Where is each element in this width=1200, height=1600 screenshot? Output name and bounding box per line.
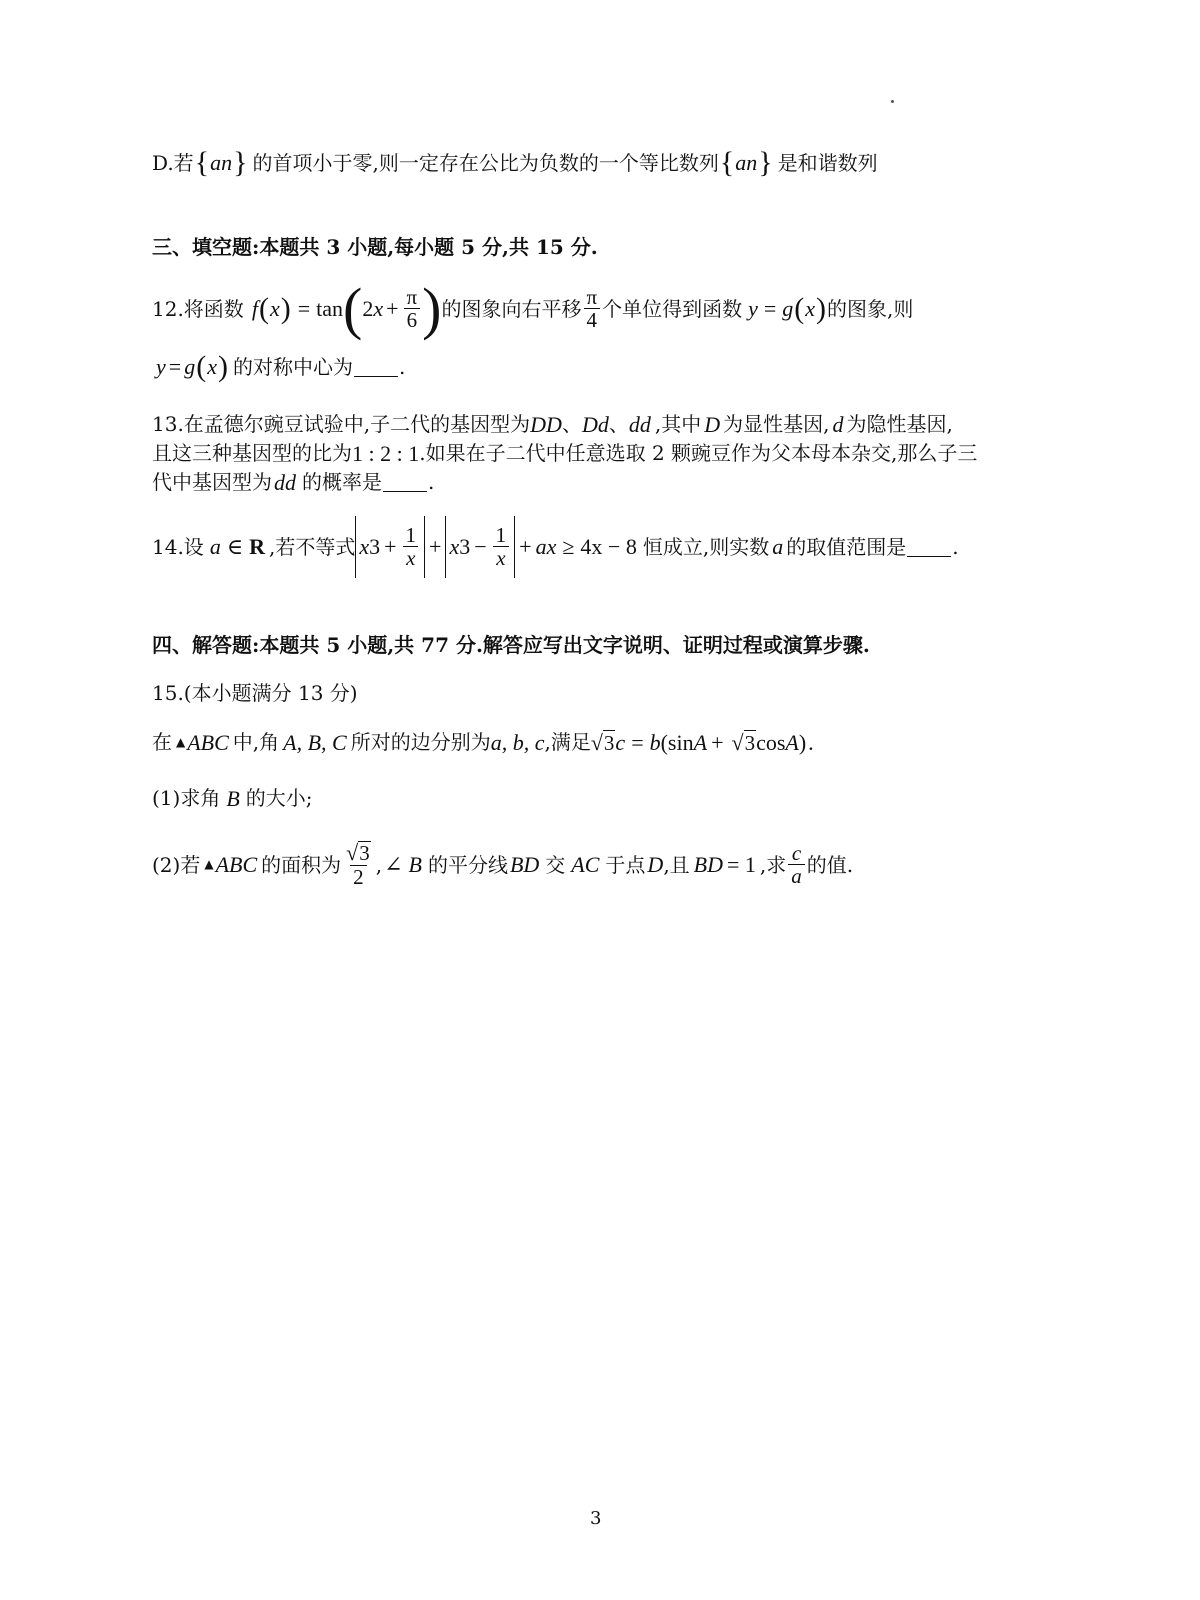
q13-text-2: ,其中 bbox=[654, 412, 702, 437]
frac-den: x bbox=[493, 546, 508, 570]
q12-eq: = bbox=[297, 296, 311, 322]
q13-text-7: 代中基因型为 bbox=[152, 470, 272, 495]
sin: (sin bbox=[660, 730, 694, 755]
question-15-part-2 bbox=[152, 834, 1200, 896]
q12-g: g bbox=[782, 296, 794, 322]
frac-den: 6 bbox=[404, 308, 421, 332]
option-d-label: D.若 bbox=[152, 150, 194, 175]
brace-open: { bbox=[719, 146, 735, 179]
q14-a: a bbox=[209, 534, 221, 560]
answer-blank[interactable] bbox=[383, 473, 427, 492]
q12-f: f bbox=[251, 296, 258, 322]
q12-text-1: 的图象向右平移 bbox=[441, 296, 582, 321]
q14-end: . bbox=[952, 534, 959, 559]
gene-D: D bbox=[704, 412, 721, 437]
segment-BD: BD bbox=[693, 852, 723, 878]
seq-a: a bbox=[210, 150, 222, 176]
section-4-title: 四、解答题:本题共 5 小题,共 77 分.解答应写出文字说明、证明过程或演算步骤. bbox=[152, 633, 870, 657]
separator: 、 bbox=[561, 412, 582, 437]
question-12-line-2 bbox=[156, 352, 1200, 382]
paren-close: ) bbox=[816, 292, 827, 325]
sqrt-3 bbox=[346, 841, 371, 864]
paren-open: ( bbox=[258, 292, 269, 325]
segment-AC: AC bbox=[571, 852, 600, 878]
q15-text-4: ,满足 bbox=[544, 730, 591, 755]
angle-B: B bbox=[408, 852, 422, 878]
big-paren-open: ( bbox=[343, 276, 363, 341]
genotype-dd: dd bbox=[274, 470, 296, 495]
frac-1-x bbox=[403, 524, 420, 570]
q12-frac-pi-6 bbox=[404, 286, 421, 332]
question-13-line-2 bbox=[152, 441, 1200, 466]
abs-term-2: x 3 − $\frac{1}{x}$ bbox=[445, 516, 515, 578]
genotype-Dd: Dd bbox=[581, 412, 609, 437]
q14-text-2: 恒成立,则实数 bbox=[642, 534, 770, 559]
frac-sqrt3-2 bbox=[343, 841, 374, 888]
abs-term-1: x 3 + $\frac{1}{x}$ bbox=[355, 516, 425, 578]
q15-text-2: 中,角 bbox=[232, 730, 280, 755]
q12-x: x bbox=[805, 296, 816, 322]
angle-A: A bbox=[693, 730, 708, 755]
angle-B: B bbox=[226, 786, 240, 811]
q13-text-1: 13.在孟德尔豌豆试验中,子二代的基因型为 bbox=[152, 412, 531, 437]
segment-BD: BD bbox=[509, 852, 540, 878]
plus: + bbox=[429, 534, 442, 560]
brace-close: } bbox=[233, 146, 248, 179]
frac-num: 1 bbox=[495, 522, 507, 547]
paren-close: ) bbox=[798, 730, 807, 755]
frac-num: 1 bbox=[405, 522, 417, 547]
frac-num: c bbox=[791, 840, 802, 865]
sqrt-icon: √ bbox=[346, 840, 359, 866]
q12-eq: = bbox=[763, 296, 777, 322]
q15-part1-text-1: (1)求角 bbox=[152, 786, 221, 811]
sqrt-icon: √ bbox=[590, 730, 603, 755]
q13-text-4: 为隐性基因, bbox=[846, 412, 953, 437]
paren-close: ) bbox=[280, 292, 291, 325]
q15-part2-text-8: 的值. bbox=[806, 852, 854, 877]
q15-part2-text-6: ,且 bbox=[663, 852, 690, 877]
q15-part2-text-4: 交 bbox=[545, 852, 566, 877]
frac-num bbox=[343, 841, 374, 864]
q15-part2-text-7: ,求 bbox=[759, 852, 787, 877]
x: x bbox=[449, 534, 460, 560]
cos: cos bbox=[756, 730, 786, 755]
q14-a: a bbox=[772, 534, 784, 560]
genotype-dd: dd bbox=[628, 412, 651, 437]
sides-list: a, b, c bbox=[490, 730, 545, 755]
brace-close: } bbox=[758, 146, 773, 179]
paren-open: ( bbox=[196, 350, 207, 383]
ax: ax bbox=[535, 534, 557, 560]
triangle-ABC: ABC bbox=[187, 730, 229, 755]
question-15-header: 15.(本小题满分 13 分) bbox=[152, 681, 358, 705]
radicand: 3 bbox=[359, 841, 370, 866]
question-12 bbox=[152, 278, 1200, 340]
page-number: 3 bbox=[590, 1508, 602, 1529]
q12-text-2: 个单位得到函数 bbox=[602, 296, 743, 321]
answer-blank[interactable] bbox=[907, 538, 951, 557]
q15-text-3: 所对的边分别为 bbox=[350, 730, 491, 755]
q15-part2-text-3: 的平分线 bbox=[427, 852, 508, 877]
genotype-DD: DD bbox=[530, 412, 562, 437]
q12-eq: = bbox=[168, 354, 182, 380]
section-3-title: 三、填空题:本题共 3 小题,每小题 5 分,共 15 分. bbox=[152, 235, 598, 259]
q12-text-4: 的对称中心为 bbox=[232, 354, 353, 379]
radicand: 3 bbox=[744, 731, 756, 756]
q12-y: y bbox=[748, 296, 758, 322]
question-15-part-1 bbox=[152, 786, 1200, 811]
frac-1-x bbox=[493, 524, 510, 570]
big-paren-close: ) bbox=[422, 276, 442, 341]
side-c: c bbox=[615, 730, 626, 755]
q12-x: x bbox=[373, 296, 384, 322]
question-14 bbox=[152, 515, 1200, 579]
sqrt-3 bbox=[731, 730, 756, 755]
q12-g: g bbox=[184, 354, 196, 380]
separator: 、 bbox=[608, 412, 629, 437]
q12-plus: + bbox=[386, 296, 399, 322]
brace-open: { bbox=[194, 146, 210, 179]
x: x bbox=[359, 534, 370, 560]
q12-tan: tan bbox=[316, 296, 344, 322]
q12-text-3: 的图象,则 bbox=[827, 296, 914, 321]
radicand: 3 bbox=[603, 731, 615, 756]
side-b: b bbox=[649, 730, 661, 755]
frac-den: a bbox=[788, 864, 805, 888]
question-13-line-1 bbox=[152, 412, 1200, 437]
triangle-ABC: ABC bbox=[215, 852, 258, 878]
q12-label: 12.将函数 bbox=[152, 296, 244, 321]
angle-A: A bbox=[785, 730, 799, 755]
answer-blank[interactable] bbox=[354, 358, 398, 377]
q15-part1-text-2: 的大小; bbox=[245, 786, 313, 811]
eq: = bbox=[631, 730, 644, 755]
q12-coef: 2 bbox=[362, 296, 374, 322]
frac-c-a bbox=[788, 842, 805, 888]
q12-end: . bbox=[398, 354, 406, 379]
q12-x: x bbox=[269, 296, 280, 322]
option-d-text-1: 的首项小于零,则一定存在公比为负数的一个等比数列 bbox=[252, 150, 719, 175]
triangle-icon: ▲ bbox=[204, 857, 214, 872]
q13-text-5: 且这三种基因型的比为 bbox=[152, 441, 352, 466]
frac-num: π bbox=[406, 284, 418, 309]
angle-icon: ∠ bbox=[384, 852, 403, 878]
sqrt-3 bbox=[591, 730, 616, 755]
paren-close: ) bbox=[217, 350, 228, 383]
paren-open: ( bbox=[794, 292, 805, 325]
ge: ≥ bbox=[562, 534, 575, 560]
rhs: 4x − 8 bbox=[580, 534, 637, 560]
frac-num: π bbox=[586, 284, 598, 309]
q13-end: . bbox=[428, 470, 435, 495]
sqrt-icon: √ bbox=[731, 730, 744, 755]
q13-text-6: .如果在子二代中任意选取 2 颗豌豆作为父本母本杂交,那么子三 bbox=[419, 441, 978, 466]
q13-text-3: 为显性基因, bbox=[723, 412, 830, 437]
q14-R: R bbox=[249, 534, 265, 560]
question-15-stem bbox=[152, 730, 1200, 755]
q12-y: y bbox=[156, 354, 166, 380]
q15-text-1: 在 bbox=[152, 730, 172, 755]
question-13-line-3 bbox=[152, 470, 1200, 495]
plus: + bbox=[519, 534, 532, 560]
plus: + bbox=[384, 534, 397, 560]
gene-d: d bbox=[832, 412, 844, 437]
q15-part2-text-1: (2)若 bbox=[152, 852, 201, 877]
q12-frac-pi-4 bbox=[583, 286, 600, 332]
bd-value: = 1 bbox=[727, 852, 756, 878]
option-d-text-2: 是和谐数列 bbox=[777, 150, 878, 175]
plus: + bbox=[711, 730, 724, 755]
frac-den: 2 bbox=[350, 865, 367, 889]
point-D: D bbox=[647, 852, 664, 878]
scan-speck bbox=[891, 100, 894, 103]
end: . bbox=[808, 730, 814, 755]
q13-text-8: 的概率是 bbox=[302, 470, 382, 495]
option-d: D.若 { a n } 的首项小于零,则一定存在公比为负数的一个等比数列 { a n } 是和谐数列 bbox=[152, 146, 878, 179]
q14-text-1: ,若不等式 bbox=[269, 534, 356, 559]
q15-part2-text-5: 于点 bbox=[605, 852, 646, 877]
minus: − bbox=[474, 534, 487, 560]
q12-x: x bbox=[207, 354, 217, 380]
seq-a: a bbox=[735, 150, 747, 176]
frac-den: x bbox=[403, 546, 418, 570]
angles-list: A, B, C bbox=[283, 730, 347, 755]
frac-den: 4 bbox=[584, 308, 601, 332]
triangle-icon: ▲ bbox=[176, 734, 186, 749]
q14-in: ∈ bbox=[226, 534, 244, 560]
q13-ratio: 1 : 2 : 1 bbox=[352, 441, 420, 466]
q15-part2-text-2: 的面积为 bbox=[261, 852, 342, 877]
q14-text-3: 的取值范围是 bbox=[786, 534, 907, 559]
comma: , bbox=[375, 852, 383, 877]
q14-label: 14.设 bbox=[152, 534, 204, 559]
